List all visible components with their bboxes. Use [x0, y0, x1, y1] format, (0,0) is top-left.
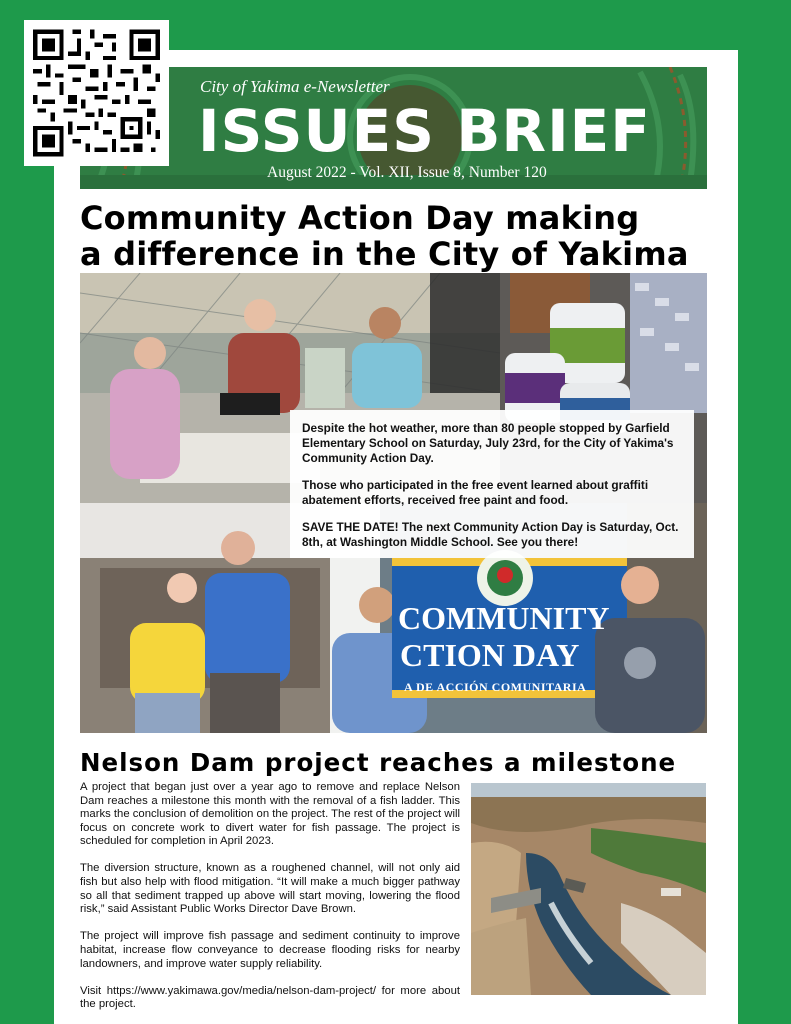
- qr-code-icon: [33, 29, 160, 157]
- masthead-kicker: City of Yakima e-Newsletter: [200, 77, 390, 96]
- banner-line1: COMMUNITY: [398, 600, 610, 636]
- qr-code[interactable]: [24, 20, 169, 166]
- dam-aerial-photo-icon: [471, 783, 706, 995]
- banner-line2: CTION DAY: [400, 637, 580, 673]
- masthead-issue-line: August 2022 - Vol. XII, Issue 8, Number 120: [267, 164, 547, 181]
- article1-headline-line2: a difference in the City of Yakima: [80, 235, 689, 273]
- masthead: [80, 67, 707, 189]
- article2-paragraph-1: A project that began just over a year ago to remove and replace Nelson Dam reaches a milestone this month with the removal of a fish ladder. This marks the conclusion of demolition on the project. The rest of the project will focus on concrete work to divert water for fish passage. The project is scheduled for completion in April 2023.: [80, 781, 460, 848]
- article1-headline: [80, 200, 720, 272]
- callout-paragraph-2: Those who participated in the free event learned about graffiti abatement efforts, received free paint and food.: [302, 478, 649, 507]
- callout-paragraph-3: SAVE THE DATE! The next Community Action Day is Saturday, Oct. 8th, at Washington Middle School. See you there!: [302, 520, 679, 549]
- masthead-title: ISSUES BRIEF: [198, 97, 651, 165]
- article1-callout: [290, 410, 694, 558]
- article2-paragraph-2: The diversion structure, known as a roughened channel, will not only aid fish but also help with flood mitigation. “It will make a much bigger pathway so all that sediment trapped up above will start moving, lowering the flood risk,” said Assistant Public Works Director Dave Brown.: [80, 862, 460, 916]
- article2-body: [80, 781, 460, 1024]
- article2-paragraph-4: Visit https://www.yakimawa.gov/media/nelson-dam-project/ for more about the project.: [80, 984, 460, 1011]
- callout-paragraph-1: Despite the hot weather, more than 80 people stopped by Garfield Elementary School on Saturday, July 23rd, for the City of Yakima's Community Action Day.: [302, 421, 674, 465]
- article2-paragraph-3: The project will improve fish passage and sediment continuity to improve habitat, increase flow conveyance to decrease flooding risks for nearby landowners, and improve water supply reliability.: [80, 930, 460, 970]
- banner-line3: A DE ACCIÓN COMUNITARIA: [404, 680, 587, 694]
- nelson-dam-photo: [471, 783, 706, 995]
- article2-headline: Nelson Dam project reaches a milestone: [80, 748, 677, 777]
- article1-headline-line1: Community Action Day making: [80, 199, 640, 237]
